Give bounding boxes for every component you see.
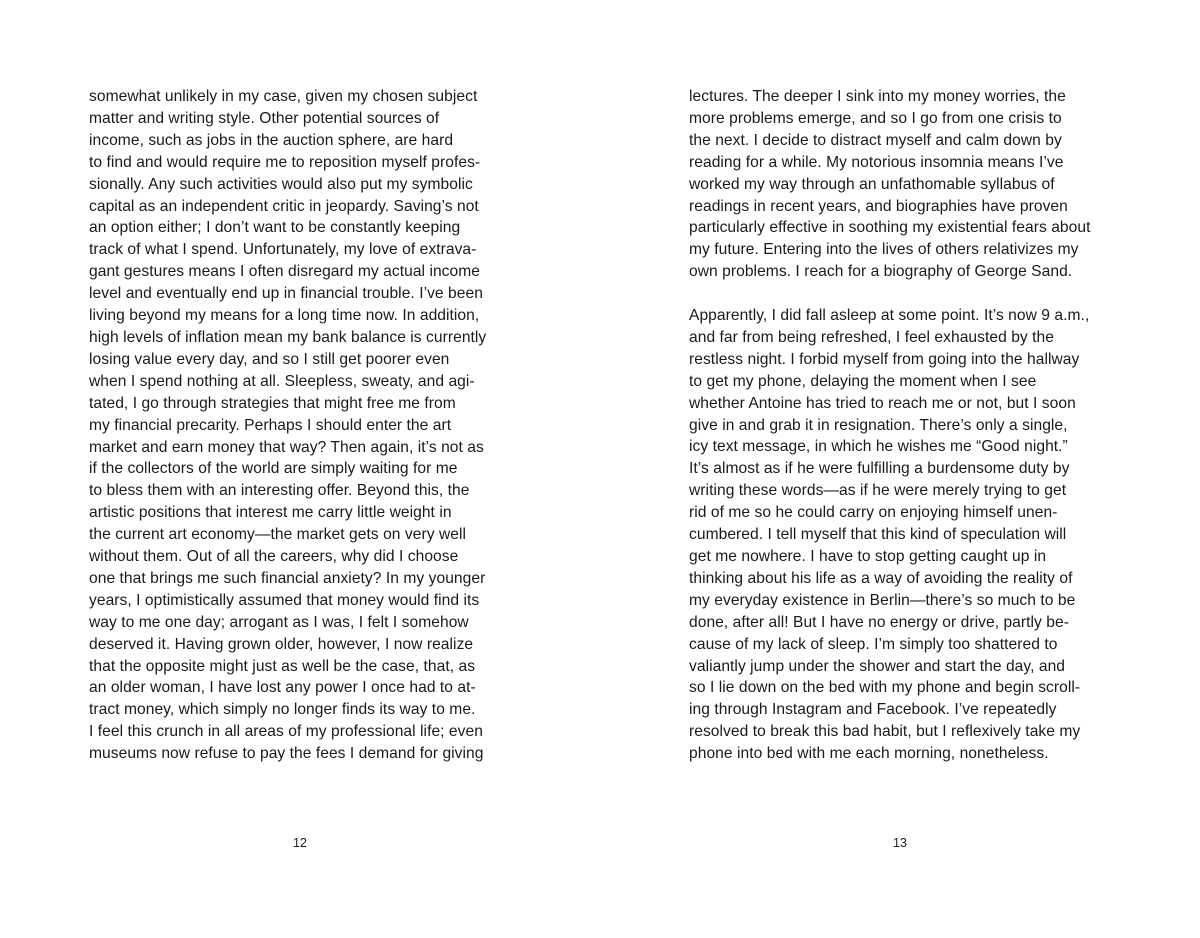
- text-line: living beyond my means for a long time now. In addition,: [89, 307, 480, 325]
- text-line: tract money, which simply no longer finds its way to me.: [89, 701, 476, 719]
- text-line: income, such as jobs in the auction sphere, are hard: [89, 131, 454, 149]
- text-line: matter and writing style. Other potential sources of: [89, 109, 440, 127]
- text-line: tated, I go through strategies that might free me from: [89, 394, 456, 412]
- text-line: high levels of inflation mean my bank balance is currently: [89, 328, 487, 346]
- text-line: cause of my lack of sleep. I’m simply too shattered to: [689, 635, 1058, 653]
- text-line: Apparently, I did fall asleep at some point. It’s now 9 a.m.,: [689, 307, 1090, 325]
- text-line: readings in recent years, and biographies have proven: [689, 197, 1068, 215]
- text-line: gant gestures means I often disregard my actual income: [89, 263, 481, 281]
- text-line: track of what I spend. Unfortunately, my love of extrava-: [89, 241, 477, 259]
- left-page-body-text: [89, 86, 529, 765]
- text-line: losing value every day, and so I still get poorer even: [89, 350, 450, 368]
- text-line: one that brings me such financial anxiety? In my younger: [89, 569, 486, 587]
- text-line: give in and grab it in resignation. There’s only a single,: [689, 416, 1068, 434]
- text-line: that the opposite might just as well be the case, that, as: [89, 657, 476, 675]
- text-line: restless night. I forbid myself from going into the hallway: [689, 350, 1080, 368]
- text-line: the next. I decide to distract myself and calm down by: [689, 131, 1062, 149]
- text-line: level and eventually end up in financial trouble. I’ve been: [89, 285, 483, 303]
- text-line: artistic positions that interest me carry little weight in: [89, 504, 452, 522]
- text-line: particularly effective in soothing my existential fears about: [689, 219, 1091, 237]
- paragraph-break: [689, 283, 1129, 305]
- text-line: I feel this crunch in all areas of my professional life; even: [89, 723, 483, 741]
- text-line: worked my way through an unfathomable syllabus of: [689, 175, 1055, 193]
- text-line: reading for a while. My notorious insomnia means I’ve: [689, 153, 1064, 171]
- text-line: to find and would require me to reposition myself profes-: [89, 153, 481, 171]
- text-line: way to me one day; arrogant as I was, I felt I somehow: [89, 613, 469, 631]
- right-page-body-text: [689, 86, 1129, 765]
- text-line: years, I optimistically assumed that money would find its: [89, 591, 480, 609]
- text-line: valiantly jump under the shower and start the day, and: [689, 657, 1066, 675]
- text-line: capital as an independent critic in jeopardy. Saving’s not: [89, 197, 479, 215]
- text-line: It’s almost as if he were fulfilling a burdensome duty by: [689, 460, 1070, 478]
- text-line: museums now refuse to pay the fees I demand for giving: [89, 745, 484, 763]
- text-line: resolved to break this bad habit, but I reflexively take my: [689, 723, 1081, 741]
- text-line: rid of me so he could carry on enjoying himself unen-: [689, 504, 1058, 522]
- text-line: cumbered. I tell myself that this kind of speculation will: [689, 526, 1067, 544]
- text-line: done, after all! But I have no energy or drive, partly be-: [689, 613, 1069, 631]
- text-line: to bless them with an interesting offer. Beyond this, the: [89, 482, 470, 500]
- text-line: whether Antoine has tried to reach me or not, but I soon: [689, 394, 1076, 412]
- text-line: so I lie down on the bed with my phone and begin scroll-: [689, 679, 1081, 697]
- text-line: get me nowhere. I have to stop getting caught up in: [689, 548, 1047, 566]
- page-number-right: 13: [893, 836, 907, 850]
- text-line: and far from being refreshed, I feel exhausted by the: [689, 328, 1054, 346]
- text-line: own problems. I reach for a biography of George Sand.: [689, 263, 1073, 281]
- text-line: more problems emerge, and so I go from one crisis to: [689, 109, 1062, 127]
- text-line: an older woman, I have lost any power I once had to at-: [89, 679, 476, 697]
- text-line: without them. Out of all the careers, why did I choose: [89, 548, 459, 566]
- text-line: when I spend nothing at all. Sleepless, sweaty, and agi-: [89, 372, 475, 390]
- text-line: the current art economy—the market gets on very well: [89, 526, 467, 544]
- text-line: somewhat unlikely in my case, given my chosen subject: [89, 88, 478, 105]
- text-line: an option either; I don’t want to be constantly keeping: [89, 219, 461, 237]
- text-line: my everyday existence in Berlin—there’s so much to be: [689, 591, 1076, 609]
- right-page: [600, 0, 1200, 938]
- page-number-left: 12: [293, 836, 307, 850]
- text-line: phone into bed with me each morning, nonetheless.: [689, 745, 1049, 763]
- text-line: ing through Instagram and Facebook. I’ve repeatedly: [689, 701, 1057, 719]
- text-line: writing these words—as if he were merely trying to get: [689, 482, 1067, 500]
- text-line: lectures. The deeper I sink into my money worries, the: [689, 88, 1066, 105]
- text-line: sionally. Any such activities would also put my symbolic: [89, 175, 473, 193]
- text-line: deserved it. Having grown older, however, I now realize: [89, 635, 474, 653]
- text-line: icy text message, in which he wishes me “Good night.”: [689, 438, 1068, 456]
- text-line: my financial precarity. Perhaps I should enter the art: [89, 416, 452, 434]
- text-line: if the collectors of the world are simply waiting for me: [89, 460, 458, 478]
- text-line: to get my phone, delaying the moment when I see: [689, 372, 1037, 390]
- text-line: market and earn money that way? Then again, it’s not as: [89, 438, 484, 456]
- text-line: my future. Entering into the lives of others relativizes my: [689, 241, 1079, 259]
- text-line: thinking about his life as a way of avoiding the reality of: [689, 569, 1073, 587]
